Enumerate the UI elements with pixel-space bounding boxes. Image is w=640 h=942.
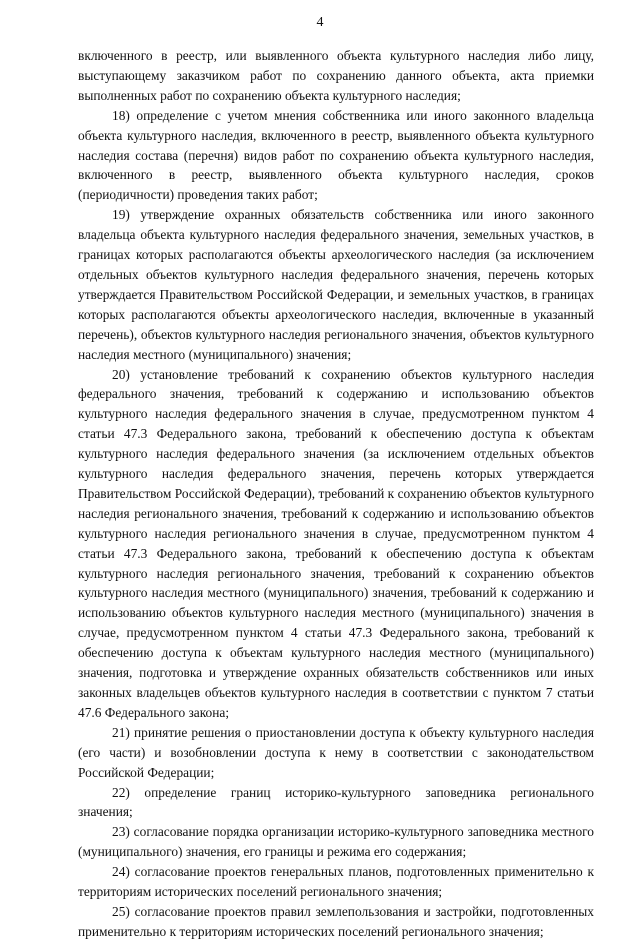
paragraph-item-23: 23) согласование порядка организации историко-культурного заповедника местного (муниципального) значения, его границы и режима его содержания; xyxy=(78,824,594,860)
paragraph-item-25: 25) согласование проектов правил землепользования и застройки, подготовленных применительно к территориям исторических поселений регионального значения; xyxy=(78,903,594,939)
paragraph-item-21: 21) принятие решения о приостановлении доступа к объекту культурного наследия (его части) и возобновлении доступа к нему в соответствии с законодательством Российской Федерации; xyxy=(78,724,594,780)
page-number: 4 xyxy=(316,15,324,30)
paragraph-item-18: 18) определение с учетом мнения собственника или иного законного владельца объекта культурного наследия, включенного в реестр, выявленного объекта культурного наследия состава (перечня) видов работ по сохранению объекта культурного наследия, включенного в реестр, выявленного объекта культурного наследия, сроков (периодичности) проведения таких работ; xyxy=(78,107,594,203)
paragraph-item-20: 20) установление требований к сохранению объектов культурного наследия федерального значения, требований к содержанию и использованию объектов культурного наследия федерального значения в случае, предусмотренном пунктом 4 статьи 47.3 Федерального закона, требований к обеспечению доступа к объектам культурного наследия федерального значения (за исключением отдельных объектов культурного наследия федерального значения, перечень которых утверждается Правительством Российской Федерации), требований к сохранению объектов культурного наследия регионального значения, требований к содержанию и использованию объектов культурного наследия регионального значения в случае, предусмотренном пунктом 4 статьи 47.3 Федерального закона, требований к обеспечению доступа к объектам культурного наследия регионального значения, требований к сохранению объектов культурного наследия местного (муниципального) значения, требований к содержанию и использованию объектов культурного наследия местного (муниципального) значения в случае, предусмотренном пунктом 4 статьи 47.3 Федерального закона, требований к обеспечению доступа к объектам культурного наследия местного (муниципального) значения, подготовка и утверждение охранных обязательств собственников или иных законных владельцев объектов культурного наследия в соответствии с пунктом 7 статьи 47.6 Федерального закона; xyxy=(78,366,594,720)
paragraph-item-22: 22) определение границ историко-культурного заповедника регионального значения; xyxy=(78,784,594,820)
document-body xyxy=(78,46,594,942)
paragraph-item-19: 19) утверждение охранных обязательств собственника или иного законного владельца объекта культурного наследия федерального значения, земельных участков, в границах которых располагаются объекты археологического наследия (за исключением отдельных объектов культурного наследия федерального значения, перечень которых утверждается Правительством Российской Федерации, и земельных участков, в границах которых располагаются объекты археологического наследия, включенные в указанный перечень), объектов культурного наследия регионального значения, объектов культурного наследия местного (муниципального) значения; xyxy=(78,207,594,362)
paragraph-continuation: включенного в реестр, или выявленного объекта культурного наследия либо лицу, выступающему заказчиком работ по сохранению данного объекта, акта приемки выполненных работ по сохранению объекта культурного наследия; xyxy=(78,48,594,103)
paragraph-item-24: 24) согласование проектов генеральных планов, подготовленных применительно к территориям исторических поселений регионального значения; xyxy=(78,864,594,900)
